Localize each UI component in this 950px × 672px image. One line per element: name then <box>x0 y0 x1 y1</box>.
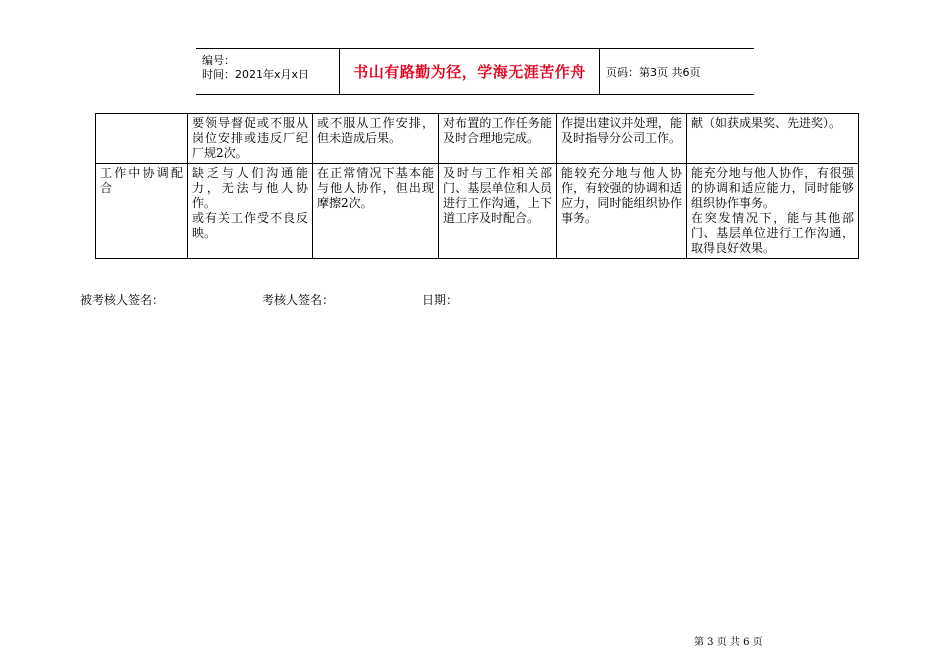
table-row <box>96 164 859 259</box>
cell-text: 对布置的工作任务能及时合理地完成。 <box>443 116 552 145</box>
table-cell <box>557 164 687 259</box>
assessor-signature-label: 考核人签名： <box>262 293 335 307</box>
table-cell <box>313 114 439 164</box>
cell-text: 或有关工作受不良反映。 <box>192 211 308 240</box>
table-cell <box>439 114 557 164</box>
cell-text: 作提出建议并处理，能及时指导分公司工作。 <box>561 116 682 145</box>
cell-text: 能充分地与他人协作，有很强的协调和适应能力，同时能够组织协作事务。 <box>691 166 854 210</box>
cell-text: 或不服从工作安排，但未造成后果。 <box>317 116 434 145</box>
header-info-cell <box>196 49 340 94</box>
cell-text: 缺乏与人们沟通能力，无法与他人协作。 <box>192 166 308 210</box>
cell-text: 工作中协调配合 <box>100 166 183 195</box>
table-row <box>96 114 859 164</box>
header-motto: 书山有路勤为径，学海无涯苦作舟 <box>340 49 600 94</box>
cell-text: 要领导督促或不服从岗位安排或违反厂纪厂规2次。 <box>192 116 308 160</box>
table-cell <box>557 114 687 164</box>
page-footer: 第 3 页 共 6 页 <box>694 637 763 648</box>
cell-text: 在正常情况下基本能与他人协作，但出现摩擦2次。 <box>317 166 434 210</box>
cell-text: 献（如获成果奖、先进奖）。 <box>691 116 842 130</box>
cell-text: 在突发情况下，能与其他部门、基层单位进行工作沟通，取得良好效果。 <box>691 211 854 255</box>
assessment-table <box>95 113 859 259</box>
table-cell <box>439 164 557 259</box>
table-cell <box>687 164 859 259</box>
document-number-label: 编号： <box>202 54 235 67</box>
table-cell <box>687 114 859 164</box>
table-cell <box>313 164 439 259</box>
cell-text: 及时与工作相关部门、基层单位和人员进行工作沟通，上下道工序及时配合。 <box>443 166 552 225</box>
criterion-cell <box>96 164 188 259</box>
table-cell <box>188 114 313 164</box>
document-time-label: 时间：2021年x月x日 <box>202 68 310 81</box>
cell-text: 能较充分地与他人协作，有较强的协调和适应力，同时能组织协作事务。 <box>561 166 682 225</box>
date-label: 日期： <box>422 293 459 307</box>
table-cell <box>188 164 313 259</box>
page-header <box>196 48 754 95</box>
criterion-cell <box>96 114 188 164</box>
assessee-signature-label: 被考核人签名： <box>80 293 165 307</box>
header-page-code: 页码：第3页 共6页 <box>606 65 701 79</box>
